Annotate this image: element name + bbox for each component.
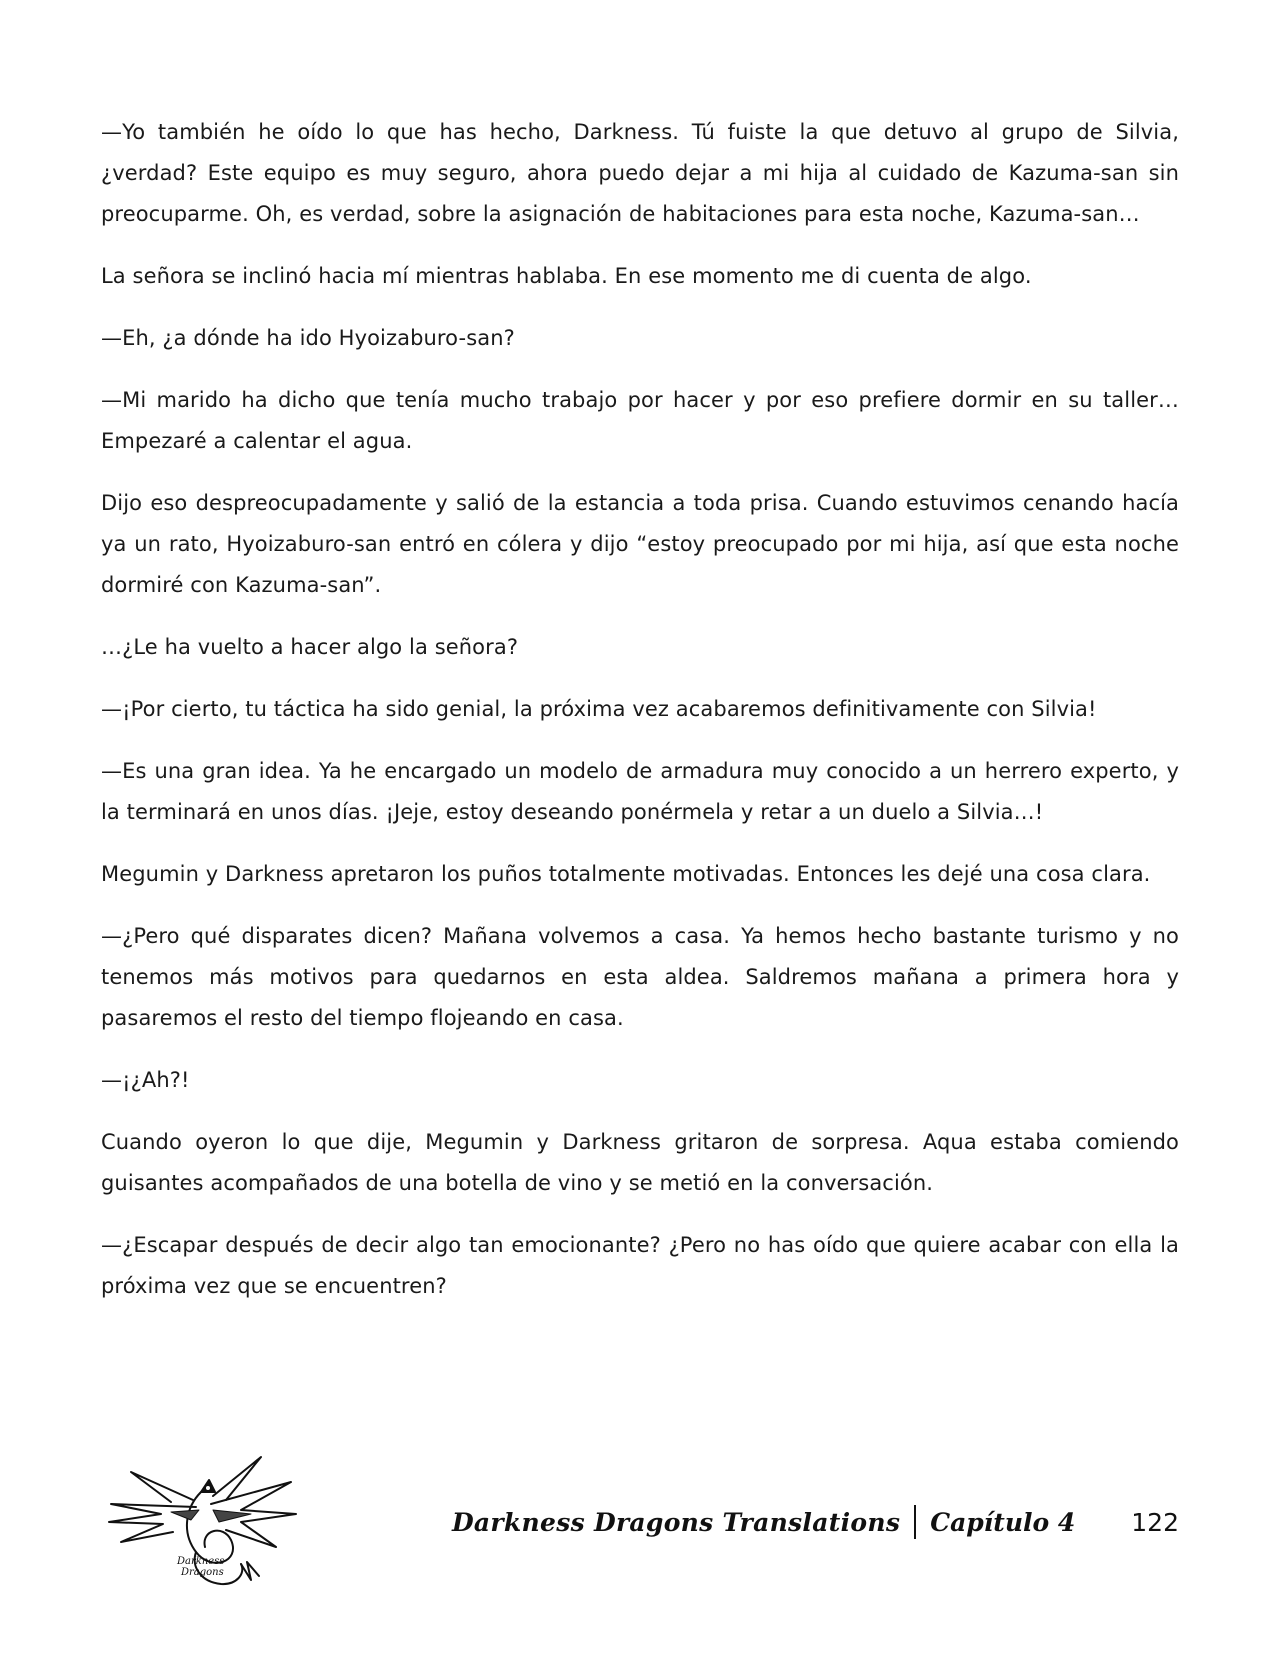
paragraph: —¡¿Ah?! [101,1068,190,1092]
paragraph: —Yo también he oído lo que has hecho, Darkness. Tú fuiste la que detuvo al grupo de Silvia, ¿verdad? Este equipo es muy seguro, ahora puedo dejar a mi hija al cuidado de Kazuma-san sin preocuparme. Oh, es verdad, sobre la asignación de habitaciones para esta noche, Kazuma-san… [101,120,1179,226]
paragraph: Cuando oyeron lo que dije, Megumin y Darkness gritaron de sorpresa. Aqua estaba comiendo guisantes acompañados de una botella de vino y se metió en la conversación. [101,1130,1179,1195]
footer-divider [914,1505,916,1539]
footer-title: Darkness Dragons Translations [451,1507,901,1537]
logo-text-line2: Dragons [181,1567,224,1578]
paragraph: —¿Escapar después de decir algo tan emocionante? ¿Pero no has oído que quiere acabar con ella la próxima vez que se encuentren? [101,1233,1179,1298]
paragraph: —Es una gran idea. Ya he encargado un modelo de armadura muy conocido a un herrero experto, y la terminará en unos días. ¡Jeje, estoy deseando ponérmela y retar a un duelo a Silvia…! [101,759,1179,824]
paragraph: Megumin y Darkness apretaron los puños totalmente motivadas. Entonces les dejé una cosa clara. [101,862,1151,886]
footer-text [452,1502,1179,1542]
page-footer [101,1452,1179,1592]
paragraph: —Eh, ¿a dónde ha ido Hyoizaburo-san? [101,326,515,350]
paragraph: Dijo eso despreocupadamente y salió de la estancia a toda prisa. Cuando estuvimos cenando hacía ya un rato, Hyoizaburo-san entró en cólera y dijo “estoy preocupado por mi hija, así que esta noche dormiré con Kazuma-san”. [101,491,1179,597]
page-number: 122 [1131,1507,1179,1537]
page-body [101,112,1179,1328]
footer-chapter: Capítulo 4 [930,1507,1076,1537]
paragraph: —Mi marido ha dicho que tenía mucho trabajo por hacer y por eso prefiere dormir en su taller… Empezaré a calentar el agua. [101,388,1179,453]
paragraph: La señora se inclinó hacia mí mientras hablaba. En ese momento me di cuenta de algo. [101,264,1032,288]
dragon-logo-icon [101,1452,301,1592]
logo-text-line1: Darkness [177,1556,225,1567]
paragraph: …¿Le ha vuelto a hacer algo la señora? [101,635,519,659]
paragraph: —¿Pero qué disparates dicen? Mañana volvemos a casa. Ya hemos hecho bastante turismo y no tenemos más motivos para quedarnos en esta aldea. Saldremos mañana a primera hora y pasaremos el resto del tiempo flojeando en casa. [101,924,1179,1030]
paragraph: —¡Por cierto, tu táctica ha sido genial, la próxima vez acabaremos definitivamente con Silvia! [101,697,1097,721]
